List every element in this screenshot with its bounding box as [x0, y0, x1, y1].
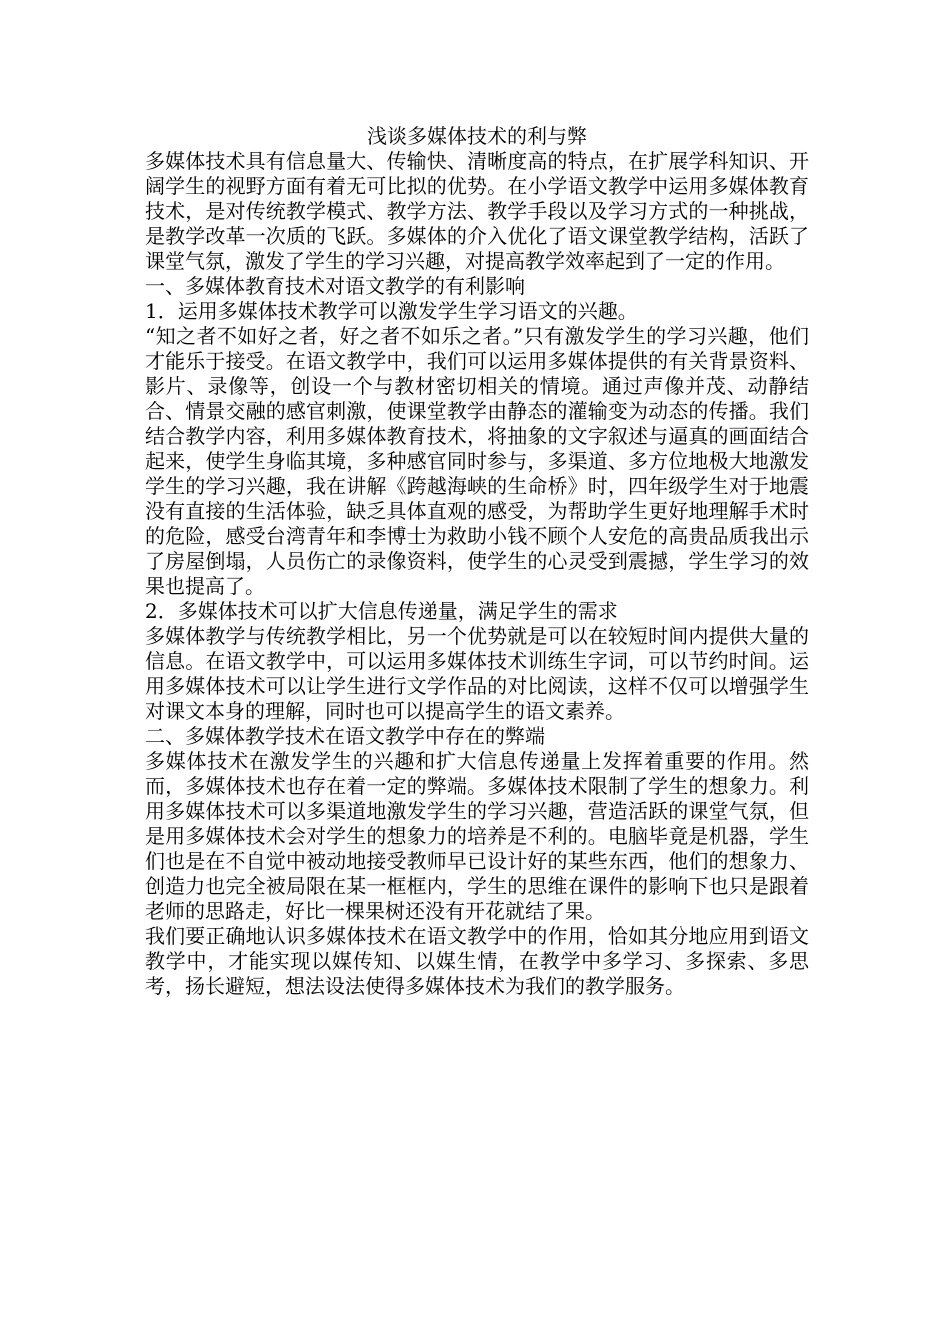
conclusion-paragraph: 我们要正确地认识多媒体技术在语文教学中的作用，恰如其分地应用到语文教学中，才能实现以媒传知、以媒生情，在教学中多学习、多探索、多思考，扬长避短，想法设法使得多媒体技术为我们的教学服务。: [145, 924, 809, 998]
document-page: [145, 124, 809, 999]
section-heading-advantages: 一、多媒体教育技术对语文教学的有利影响: [145, 274, 525, 298]
subsection-heading-information: 2．多媒体技术可以扩大信息传递量，满足学生的需求: [145, 599, 618, 623]
subsection-heading-interest: 1．运用多媒体技术教学可以激发学生学习语文的兴趣。: [145, 299, 638, 323]
section-heading-disadvantages: 二、多媒体教学技术在语文教学中存在的弊端: [145, 724, 545, 748]
document-title: 浅谈多媒体技术的利与弊: [367, 124, 587, 148]
subsection-body-information: 多媒体教学与传统教学相比，另一个优势就是可以在较短时间内提供大量的信息。在语文教学中，可以运用多媒体技术训练生字词，可以节约时间。运用多媒体技术可以让学生进行文学作品的对比阅读，这样不仅可以增强学生对课文本身的理解，同时也可以提高学生的语文素养。: [145, 624, 809, 723]
section-body-disadvantages: 多媒体技术在激发学生的兴趣和扩大信息传递量上发挥着重要的作用。然而，多媒体技术也存在着一定的弊端。多媒体技术限制了学生的想象力。利用多媒体技术可以多渠道地激发学生的学习兴趣，营造活跃的课堂气氛，但是用多媒体技术会对学生的想象力的培养是不利的。电脑毕竟是机器，学生们也是在不自觉中被动地接受教师早已设计好的某些东西，他们的想象力、创造力也完全被局限在某一框框内，学生的思维在课件的影响下也只是跟着老师的思路走，好比一棵果树还没有开花就结了果。: [145, 749, 809, 923]
subsection-body-interest: “知之者不如好之者，好之者不如乐之者。”只有激发学生的学习兴趣，他们才能乐于接受。在语文教学中，我们可以运用多媒体提供的有关背景资料、影片、录像等，创设一个与教材密切相关的情境。通过声像并茂、动静结合、情景交融的感官刺激，使课堂教学由静态的灌输变为动态的传播。我们结合教学内容，利用多媒体教育技术，将抽象的文字叙述与逼真的画面结合起来，使学生身临其境，多种感官同时参与，多渠道、多方位地极大地激发学生的学习兴趣，我在讲解《跨越海峡的生命桥》时，四年级学生对于地震没有直接的生活体验，缺乏具体直观的感受，为帮助学生更好地理解手术时的危险，感受台湾青年和李博士为救助小钱不顾个人安危的高贵品质我出示了房屋倒塌，人员伤亡的录像资料，使学生的心灵受到震撼，学生学习的效果也提高了。: [145, 324, 809, 598]
intro-paragraph: 多媒体技术具有信息量大、传输快、清晰度高的特点，在扩展学科知识、开阔学生的视野方面有着无可比拟的优势。在小学语文教学中运用多媒体教育技术，是对传统教学模式、教学方法、教学手段以及学习方式的一种挑战，是教学改革一次质的飞跃。多媒体的介入优化了语文课堂教学结构，活跃了课堂气氛，激发了学生的学习兴趣，对提高教学效率起到了一定的作用。: [145, 149, 809, 273]
